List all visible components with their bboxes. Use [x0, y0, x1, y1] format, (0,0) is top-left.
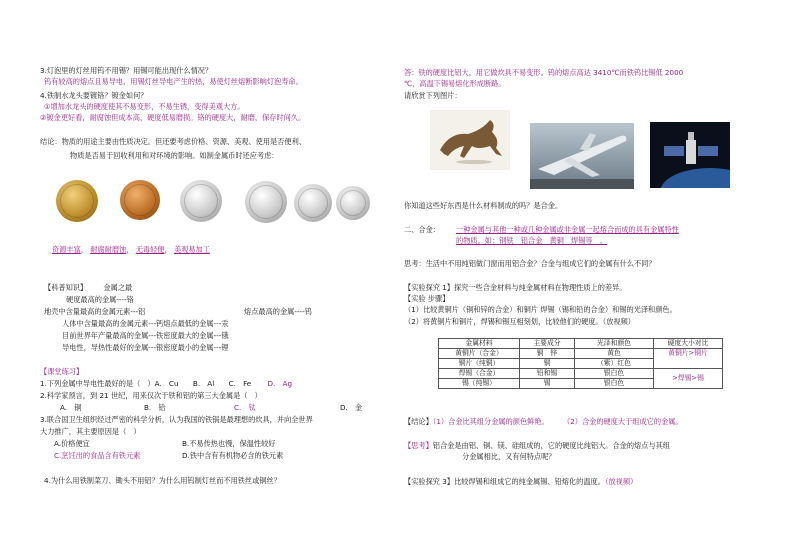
- think-2-line-2: 分金属相比，又有何特点呢？: [462, 452, 556, 461]
- blank-4: 美观易加工: [173, 245, 210, 254]
- table-cell: 铜片（纯铜）: [439, 359, 520, 369]
- conclusion-line-2: 物质是否易于回收利用和对环境的影响。如制金属币时还应考虑：: [70, 151, 279, 160]
- conclusion-2: （2）合金的硬度大于组成它的金属。: [563, 417, 683, 426]
- table-cell: 银白色: [575, 379, 654, 389]
- practice-2-option-b: B. 铪: [144, 403, 166, 412]
- table-cell: 铅和锡: [520, 369, 575, 379]
- question-4: 4.铁制水龙头要镀铬？镀金如何？: [40, 91, 148, 100]
- table-cell: 铜: [520, 359, 575, 369]
- think-2-line-1: 铝合金是由铝、铜、镁、硅组成的，它的硬度比纯铝大。合金的熔点与其组: [432, 441, 670, 450]
- steps-label: 【实验 步骤】: [404, 294, 450, 303]
- practice-1-text: 1.下列金属中导电性最好的是（ ）A. Cu B. Al C. Fe: [40, 379, 252, 388]
- science-fact-2a: 地壳中含量最高的金属元素---铝: [44, 307, 146, 316]
- conclusion-line-1: 结论：物质的用途主要由性质决定。但还要考虑价格、资源、美观、使用是否便利、: [40, 137, 306, 146]
- practice-3-option-d: D.铁中含有有机物必含的铁元素: [182, 451, 284, 460]
- table-cell: 锡: [520, 379, 575, 389]
- table-cell: 铜 锌: [520, 349, 575, 359]
- table-cell: 黄铜片（合金）: [439, 349, 520, 359]
- practice-3-option-b: B.不易传热也慢，保温性较好: [182, 439, 276, 448]
- table-header: 光泽和颜色: [575, 339, 654, 349]
- coin-image-4: [245, 181, 287, 223]
- table-header: 主要成分: [520, 339, 575, 349]
- practice-2-option-a: A. 铜: [60, 403, 82, 412]
- table-row: [439, 349, 723, 359]
- question-3: 3.灯泡里的灯丝用钨不用锡？用锡可能出现什么情况？: [40, 66, 213, 75]
- practice-1: [40, 379, 292, 388]
- answer-line-2: ℃，高温下锡易熔化形成断路。: [404, 79, 506, 88]
- table-cell: 银白色: [575, 369, 654, 379]
- table-header: 金属材料: [439, 339, 520, 349]
- answer-3: 钨有较高的熔点且易导电，用锡灯丝导电产生的热，易使灯丝熔断影响灯泡寿命。: [44, 77, 303, 86]
- practice-3-option-c: C.烹饪出的食品含有铁元素: [54, 451, 141, 460]
- science-fact-3: 人体中含量最高的金属元素---钙熔点最低的金属---汞: [62, 319, 229, 328]
- blank-answers: [52, 245, 210, 254]
- blank-2: 耐腐耐磨蚀: [90, 245, 127, 254]
- science-fact-1: 硬度最高的金属----铬: [66, 295, 134, 304]
- answer-4-2: ②镀金更好看，耐腐蚀但成本高，硬度低易磨损。铬的硬度大，耐磨，保存时间久。: [40, 113, 306, 122]
- blank-sep-3: ，: [164, 245, 172, 254]
- practice-3-line-2: 大力推广，其主要原因是（ ）: [40, 427, 141, 436]
- alloy-definition-2: 的物质。如：钢铁 铝合金 黄铜 焊锡等 。: [456, 236, 607, 245]
- science-fact-5: 导电性，导热性最好的金属---银密度最小的金属---锂: [62, 343, 229, 352]
- science-title: 金属之最: [103, 283, 133, 292]
- alloy-label: 二、合金：: [404, 225, 440, 234]
- think-question: 思考：生活中不用纯铝做门窗而用铝合金？合金与组成它们的金属有什么不同？: [404, 259, 656, 268]
- practice-2-option-d: D. 金: [340, 403, 363, 412]
- answer-line-1: 答：铁的硬度比铝大，用它做炊具不易变形。钨的熔点高达 3410℃而铁钨比锡低 2000: [404, 68, 684, 77]
- step-2: （2）将黄铜片和铜片，焊锡和锡互相刻划，比较他们的硬度。（放视频）: [404, 317, 635, 326]
- table-cell: 焊锡（合金）: [439, 369, 520, 379]
- coin-image-1: [56, 180, 98, 222]
- blank-sep-1: ，: [80, 245, 88, 254]
- science-fact-4: 目前世界年产量最高的金属---铁密度最大的金属---锇: [62, 331, 229, 340]
- coin-image-3: [180, 180, 222, 222]
- materials-question: 你知道这些好东西是什么材料制成的吗？是合金。: [404, 201, 563, 210]
- practice-1-answer: D. Ag: [267, 379, 293, 388]
- table-row: [439, 369, 723, 379]
- blank-sep-2: ，: [126, 245, 134, 254]
- view-pictures: 请欣赏下列图片：: [404, 91, 462, 100]
- practice-2: 2.科学家预言，到 21 世纪，用来仅次于铁和铝的第三大金属是（ ）: [40, 391, 262, 400]
- science-label: 【科普知识】: [44, 283, 88, 292]
- table-cell: （紫）红色: [575, 359, 654, 369]
- blank-1: 资源丰富: [52, 245, 81, 254]
- materials-table: [438, 338, 723, 389]
- practice-title: 【课堂练习】: [40, 367, 84, 376]
- table-header-row: [439, 339, 723, 349]
- table-cell: 锡（纯锡）: [439, 379, 520, 389]
- alloy-definition-1: 一种金属与其他一种或几种金属或非金属一起熔合而成的具有金属特性: [456, 225, 679, 234]
- practice-2-option-c: C. 钛: [234, 403, 256, 412]
- experiment-3-title: 【实验探究 3】比较焊锡和组成它的纯金属锡、铅熔化的温度。: [404, 477, 605, 486]
- step-1: （1）比较黄铜片（铜和锌的合金）和铜片 焊锡（锡和铅的合金）和锡的光泽和颜色。: [404, 305, 677, 314]
- coin-image-5: [294, 184, 332, 222]
- table-cell-hardness-1: 黄铜片>铜片: [654, 349, 723, 369]
- coin-image-6: [336, 186, 370, 220]
- experiment-3-video: （放视频）: [604, 477, 638, 486]
- experiment-1-title: 【实验探究 1】探究一些合金材料与纯金属材料在物理性质上的差异。: [404, 283, 627, 292]
- science-header: [44, 283, 132, 292]
- space-station-image: [650, 122, 730, 188]
- table-header: 硬度大小对比: [654, 339, 723, 349]
- think-2-row: [404, 441, 670, 450]
- conclusion-1: （1）合金比其组分金属的颜色鲜艳。: [432, 417, 549, 426]
- blank-3: 无毒轻便: [135, 245, 165, 254]
- experiment-3-row: [404, 477, 637, 486]
- practice-3-line-1: 3.联合国卫生组织经过严密的科学分析，认为我国的铁锅是最理想的炊具，并向全世界: [40, 415, 313, 424]
- bronze-horse-image: [430, 110, 510, 170]
- practice-4: 4.为什么用铁制菜刀、锄头不用铝？为什么用钨制灯丝而不用铁丝或铜丝？: [44, 476, 281, 485]
- answer-4-1: ①增加水龙头的硬度使其不易变形，不易生锈，变得美观大方。: [44, 102, 245, 111]
- practice-3-option-a: A.价格便宜: [54, 439, 90, 448]
- science-fact-2b: 熔点最高的金属----钨: [244, 307, 312, 316]
- think-2-label: 【思考】: [404, 441, 433, 450]
- conclusion-label: 【结论】: [404, 417, 433, 426]
- airplane-image: [530, 123, 634, 189]
- coin-image-2: [120, 180, 160, 220]
- table-cell-hardness-2: >焊锡>锡: [654, 369, 723, 389]
- table-cell: 黄色: [575, 349, 654, 359]
- conclusion-row: [404, 417, 683, 426]
